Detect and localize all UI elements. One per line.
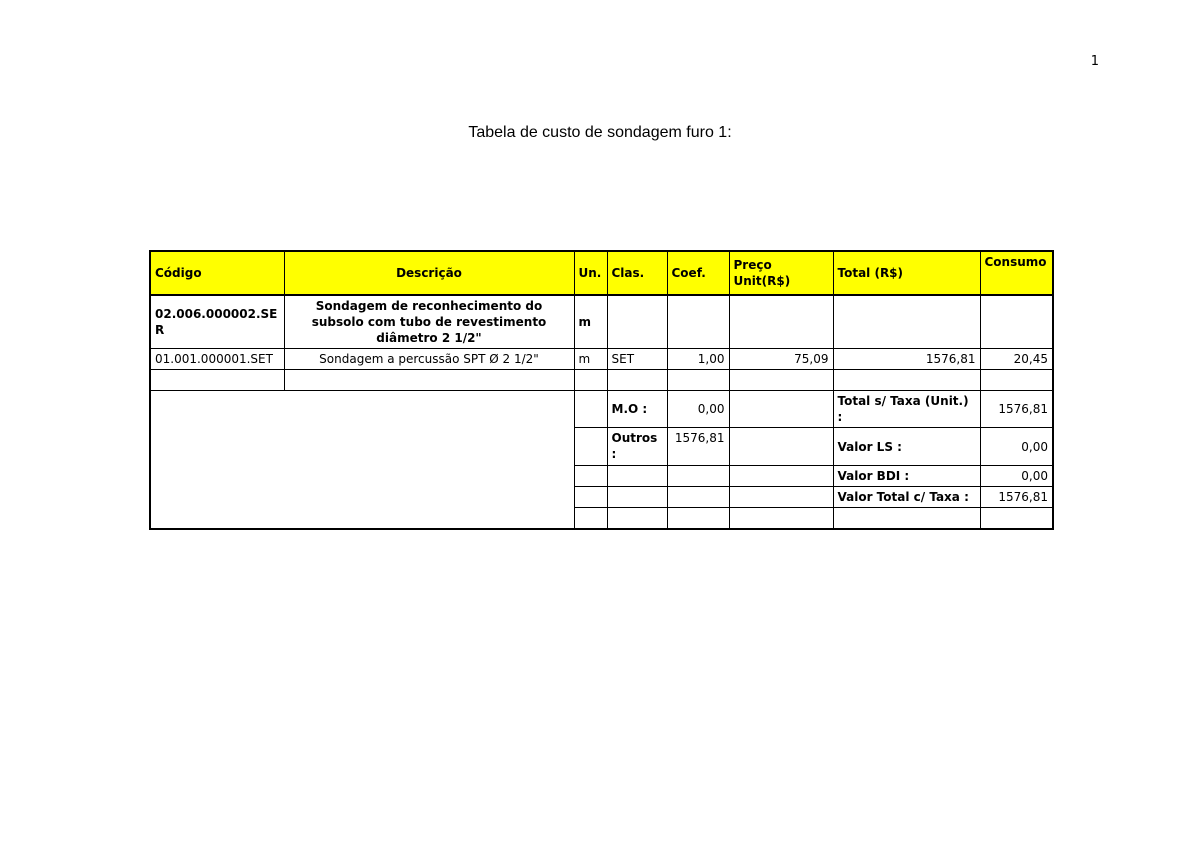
summary-total-sem-taxa-value: 1576,81	[980, 391, 1053, 428]
sub-item-coef: 1,00	[667, 349, 729, 370]
summary-valor-ls-label: Valor LS :	[833, 428, 980, 466]
cost-table	[149, 250, 1054, 530]
header-un: Un.	[574, 251, 607, 295]
summary-row-mo	[150, 391, 1053, 428]
empty-cell	[607, 508, 667, 529]
main-item-codigo: 02.006.000002.SER	[150, 295, 284, 349]
empty-cell	[729, 428, 833, 466]
empty-cell	[574, 487, 607, 508]
empty-cell	[574, 391, 607, 428]
header-total: Total (R$)	[833, 251, 980, 295]
empty-cell	[729, 466, 833, 487]
header-preco-unit: Preço Unit(R$)	[729, 251, 833, 295]
sub-item-descricao: Sondagem a percussão SPT Ø 2 1/2"	[284, 349, 574, 370]
header-codigo: Código	[150, 251, 284, 295]
summary-valor-total-value: 1576,81	[980, 487, 1053, 508]
empty-cell	[980, 370, 1053, 391]
main-item-total	[833, 295, 980, 349]
empty-cell	[574, 370, 607, 391]
sub-item-consumo: 20,45	[980, 349, 1053, 370]
empty-cell	[667, 487, 729, 508]
empty-cell	[667, 370, 729, 391]
main-item-consumo	[980, 295, 1053, 349]
sub-item-un: m	[574, 349, 607, 370]
empty-cell	[574, 466, 607, 487]
table-row-main-item	[150, 295, 1053, 349]
header-clas: Clas.	[607, 251, 667, 295]
main-item-clas	[607, 295, 667, 349]
empty-cell	[284, 370, 574, 391]
empty-cell	[607, 466, 667, 487]
main-item-coef	[667, 295, 729, 349]
main-item-descricao: Sondagem de reconhecimento do subsolo com tubo de revestimento diâmetro 2 1/2"	[284, 295, 574, 349]
empty-cell	[574, 428, 607, 466]
empty-cell	[667, 508, 729, 529]
empty-cell	[833, 508, 980, 529]
summary-blank-area	[150, 391, 574, 529]
summary-valor-bdi-label: Valor BDI :	[833, 466, 980, 487]
table-row-sub-item	[150, 349, 1053, 370]
summary-valor-ls-value: 0,00	[980, 428, 1053, 466]
summary-mo-label: M.O :	[607, 391, 667, 428]
summary-outros-label: Outros :	[607, 428, 667, 466]
summary-outros-value: 1576,81	[667, 428, 729, 466]
main-item-un: m	[574, 295, 607, 349]
empty-cell	[729, 370, 833, 391]
empty-cell	[729, 391, 833, 428]
empty-cell	[607, 487, 667, 508]
page-number: 1	[1090, 54, 1099, 69]
empty-cell	[150, 370, 284, 391]
header-coef: Coef.	[667, 251, 729, 295]
header-consumo: Consumo	[980, 251, 1053, 295]
sub-item-preco-unit: 75,09	[729, 349, 833, 370]
sub-item-total: 1576,81	[833, 349, 980, 370]
empty-cell	[980, 508, 1053, 529]
main-item-preco-unit	[729, 295, 833, 349]
empty-cell	[833, 370, 980, 391]
summary-total-sem-taxa-label: Total s/ Taxa (Unit.) :	[833, 391, 980, 428]
summary-mo-value: 0,00	[667, 391, 729, 428]
table-row-empty	[150, 370, 1053, 391]
empty-cell	[574, 508, 607, 529]
table-header-row	[150, 251, 1053, 295]
empty-cell	[729, 508, 833, 529]
header-descricao: Descrição	[284, 251, 574, 295]
document-title: Tabela de custo de sondagem furo 1:	[468, 124, 732, 141]
empty-cell	[607, 370, 667, 391]
sub-item-codigo: 01.001.000001.SET	[150, 349, 284, 370]
summary-valor-bdi-value: 0,00	[980, 466, 1053, 487]
sub-item-clas: SET	[607, 349, 667, 370]
empty-cell	[729, 487, 833, 508]
empty-cell	[667, 466, 729, 487]
summary-valor-total-label: Valor Total c/ Taxa :	[833, 487, 980, 508]
